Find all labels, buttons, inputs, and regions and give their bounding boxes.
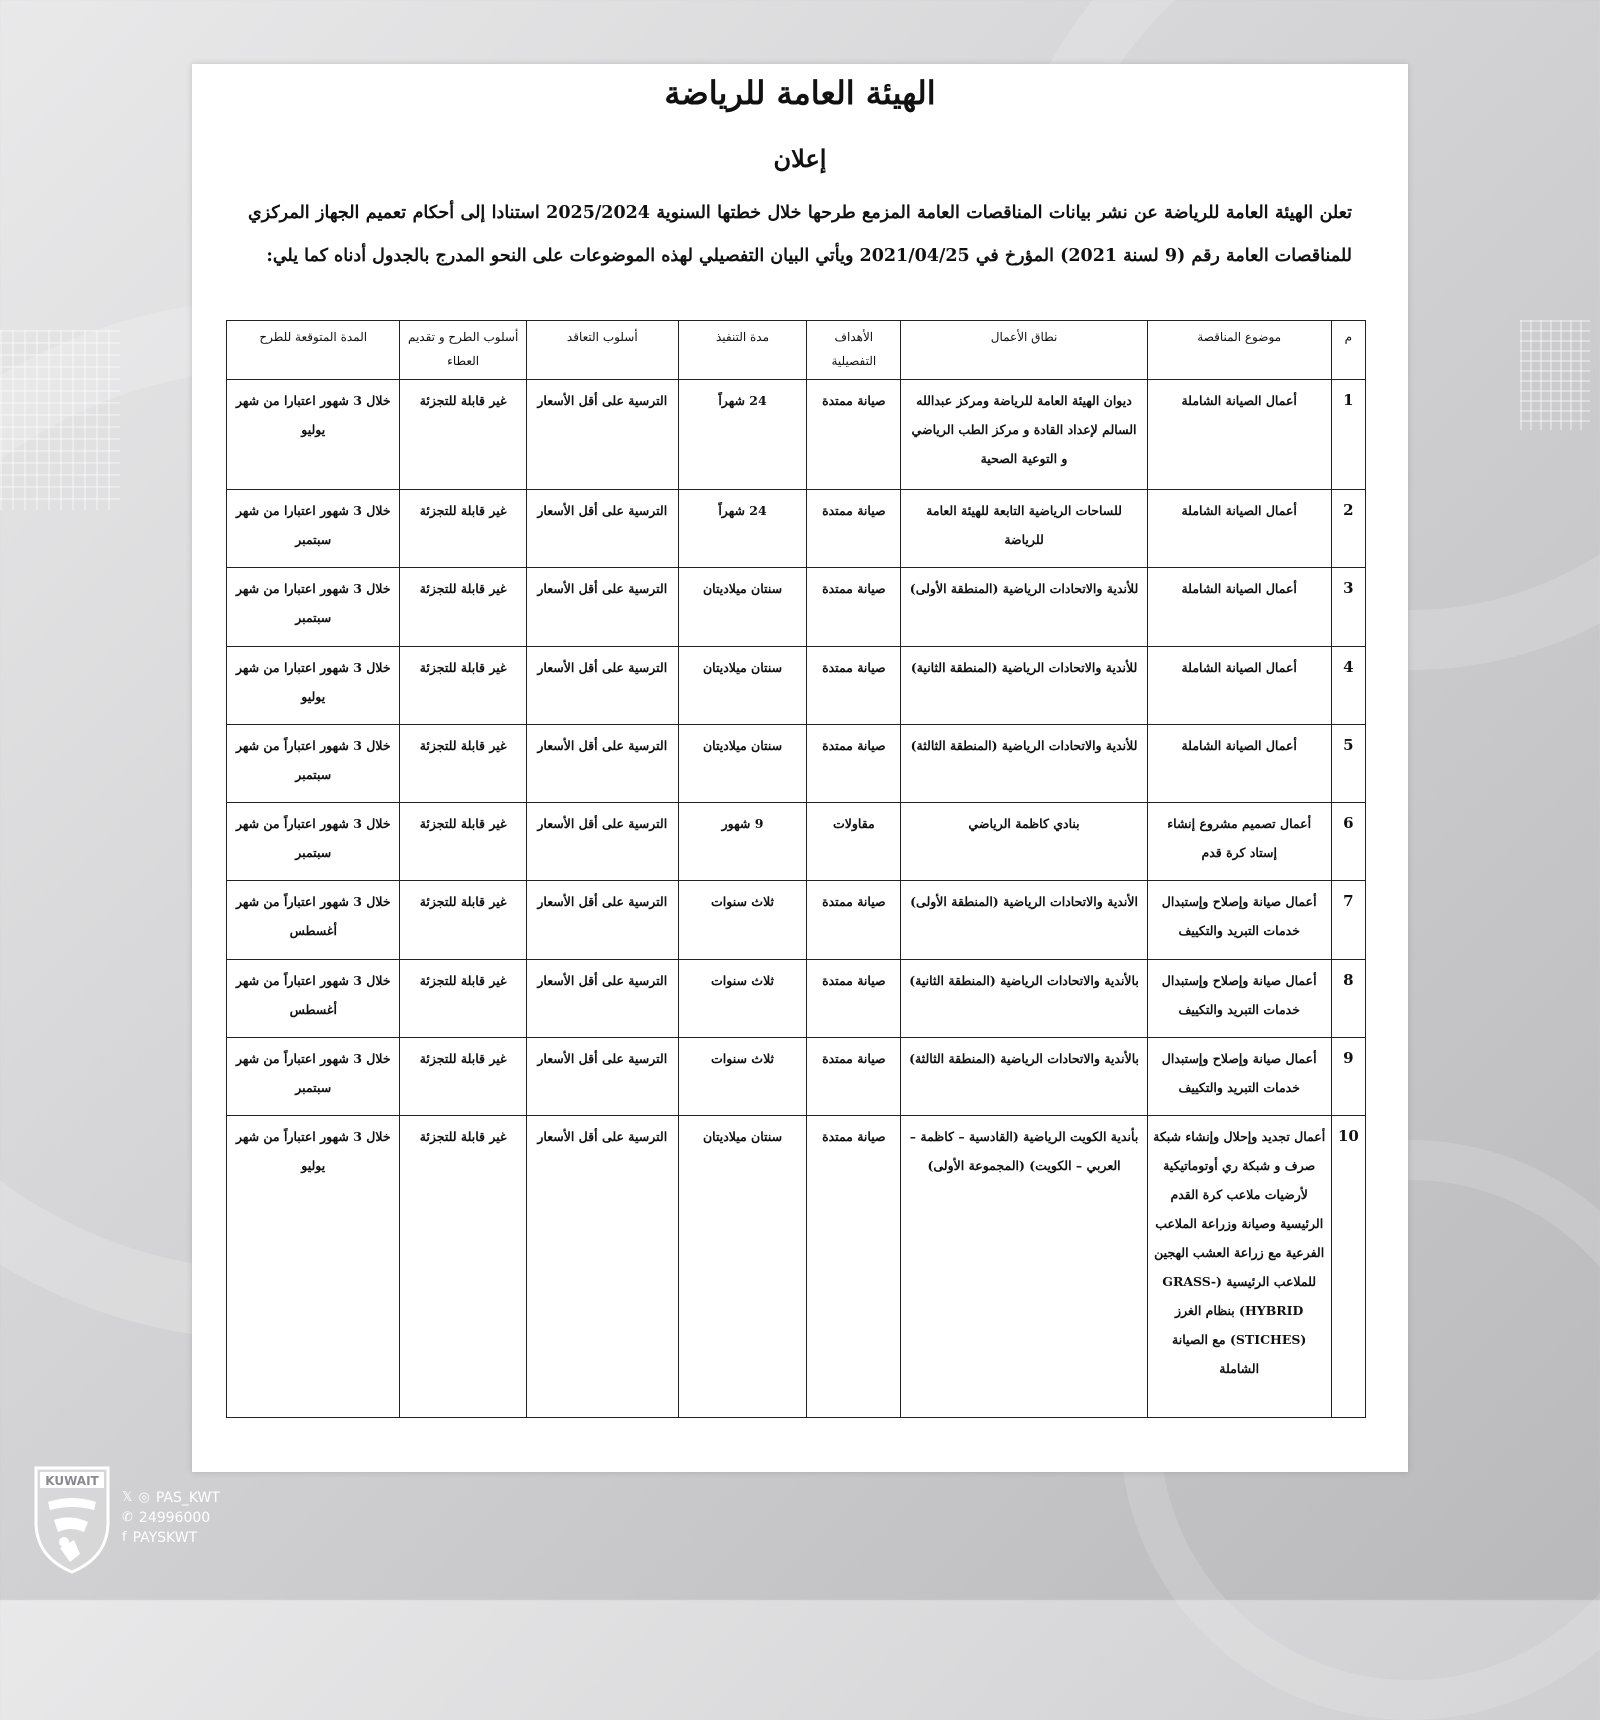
- cell-scope: بنادي كاظمة الرياضي: [901, 803, 1147, 881]
- cell-period: خلال 3 شهور اعتبارا من شهر يوليو: [227, 380, 400, 490]
- cell-duration: سنتان ميلاديتان: [678, 568, 806, 646]
- cell-period: خلال 3 شهور اعتباراً من شهر أغسطس: [227, 881, 400, 959]
- header-scope: نطاق الأعمال: [901, 321, 1147, 380]
- header-method: أسلوب الطرح و تقديم العطاء: [400, 321, 526, 380]
- cell-method: غير قابلة للتجزئة: [400, 724, 526, 802]
- cell-method: غير قابلة للتجزئة: [400, 803, 526, 881]
- contact-info: [122, 1488, 220, 1548]
- cell-scope: بأندية الكويت الرياضية (القادسية – كاظمة – العربي – الكويت) (المجموعة الأولى): [901, 1116, 1147, 1418]
- table-row: [227, 881, 1366, 959]
- cell-objectives: صيانة ممتدة: [807, 724, 901, 802]
- background-pattern: [0, 330, 120, 510]
- cell-duration: سنتان ميلاديتان: [678, 724, 806, 802]
- cell-scope: ديوان الهيئة العامة للرياضة ومركز عبدالله السالم لإعداد القادة و مركز الطب الرياضي و التوعية الصحية: [901, 380, 1147, 490]
- header-objectives: الأهداف التفصيلية: [807, 321, 901, 380]
- table-row: [227, 490, 1366, 568]
- cell-contract: الترسية على أقل الأسعار: [526, 724, 678, 802]
- cell-period: خلال 3 شهور اعتباراً من شهر سبتمبر: [227, 724, 400, 802]
- cell-subject: أعمال الصيانة الشاملة: [1147, 568, 1331, 646]
- cell-objectives: مقاولات: [807, 803, 901, 881]
- cell-num: 10: [1331, 1116, 1365, 1418]
- cell-method: غير قابلة للتجزئة: [400, 568, 526, 646]
- cell-scope: للساحات الرياضية التابعة للهيئة العامة للرياضة: [901, 490, 1147, 568]
- logo-text: KUWAIT: [45, 1474, 99, 1488]
- cell-scope: للأندية والاتحادات الرياضية (المنطقة الثالثة): [901, 724, 1147, 802]
- cell-period: خلال 3 شهور اعتباراً من شهر سبتمبر: [227, 1037, 400, 1115]
- cell-subject: أعمال الصيانة الشاملة: [1147, 724, 1331, 802]
- instagram-icon: ◎: [138, 1490, 150, 1505]
- cell-scope: بالأندية والاتحادات الرياضية (المنطقة الثانية): [901, 959, 1147, 1037]
- cell-period: خلال 3 شهور اعتبارا من شهر يوليو: [227, 646, 400, 724]
- cell-duration: سنتان ميلاديتان: [678, 646, 806, 724]
- cell-period: خلال 3 شهور اعتبارا من شهر سبتمبر: [227, 490, 400, 568]
- table-row: [227, 959, 1366, 1037]
- cell-duration: 24 شهراً: [678, 380, 806, 490]
- cell-contract: الترسية على أقل الأسعار: [526, 959, 678, 1037]
- table-row: [227, 724, 1366, 802]
- table-row: [227, 1037, 1366, 1115]
- cell-method: غير قابلة للتجزئة: [400, 959, 526, 1037]
- header-period: المدة المتوقعة للطرح: [227, 321, 400, 380]
- cell-objectives: صيانة ممتدة: [807, 1037, 901, 1115]
- document-title: الهيئة العامة للرياضة: [664, 74, 936, 112]
- cell-duration: 9 شهور: [678, 803, 806, 881]
- document-intro: تعلن الهيئة العامة للرياضة عن نشر بيانات المناقصات العامة المزمع طرحها خلال خطتها السنوية 2025/2024 استنادا إلى أحكام تعميم الجهاز المركزي للمناقصات العامة رقم (9 لسنة 2021) المؤرخ في 2021/04/25 ويأتي البيان التفصيلي لهذه الموضوعات على النحو المدرج بالجدول أدناه كما يلي:: [248, 203, 1352, 266]
- cell-duration: ثلاث سنوات: [678, 1037, 806, 1115]
- cell-objectives: صيانة ممتدة: [807, 646, 901, 724]
- cell-method: غير قابلة للتجزئة: [400, 1037, 526, 1115]
- header-subject: موضوع المناقصة: [1147, 321, 1331, 380]
- social-handle: PAS_KWT: [155, 1490, 220, 1506]
- social-row: [122, 1488, 220, 1508]
- header-duration: مدة التنفيذ: [678, 321, 806, 380]
- cell-subject: أعمال الصيانة الشاملة: [1147, 646, 1331, 724]
- cell-duration: ثلاث سنوات: [678, 881, 806, 959]
- cell-subject: أعمال تصميم مشروع إنشاء إستاد كرة قدم: [1147, 803, 1331, 881]
- cell-method: غير قابلة للتجزئة: [400, 646, 526, 724]
- facebook-handle: PAYSKWT: [132, 1530, 198, 1546]
- table-row: [227, 803, 1366, 881]
- cell-scope: الأندية والاتحادات الرياضية (المنطقة الأولى): [901, 881, 1147, 959]
- cell-num: 8: [1331, 959, 1365, 1037]
- cell-num: 7: [1331, 881, 1365, 959]
- cell-duration: 24 شهراً: [678, 490, 806, 568]
- phone-icon: ✆: [122, 1510, 133, 1525]
- cell-objectives: صيانة ممتدة: [807, 881, 901, 959]
- table-row: [227, 568, 1366, 646]
- header-contract: أسلوب التعاقد: [526, 321, 678, 380]
- table-row: [227, 380, 1366, 490]
- cell-objectives: صيانة ممتدة: [807, 568, 901, 646]
- announcement-document: [192, 64, 1408, 1472]
- cell-contract: الترسية على أقل الأسعار: [526, 646, 678, 724]
- cell-objectives: صيانة ممتدة: [807, 959, 901, 1037]
- table-row: [227, 646, 1366, 724]
- cell-method: غير قابلة للتجزئة: [400, 881, 526, 959]
- pas-logo-icon: [30, 1462, 114, 1576]
- cell-num: 6: [1331, 803, 1365, 881]
- cell-objectives: صيانة ممتدة: [807, 1116, 901, 1418]
- table-header-row: [227, 321, 1366, 380]
- cell-contract: الترسية على أقل الأسعار: [526, 803, 678, 881]
- cell-subject: أعمال صيانة وإصلاح وإستبدال خدمات التبريد والتكييف: [1147, 881, 1331, 959]
- cell-scope: للأندية والاتحادات الرياضية (المنطقة الأولى): [901, 568, 1147, 646]
- cell-period: خلال 3 شهور اعتباراً من شهر سبتمبر: [227, 803, 400, 881]
- background-pattern: [1520, 320, 1590, 430]
- cell-contract: الترسية على أقل الأسعار: [526, 490, 678, 568]
- cell-scope: للأندية والاتحادات الرياضية (المنطقة الثانية): [901, 646, 1147, 724]
- cell-objectives: صيانة ممتدة: [807, 490, 901, 568]
- cell-objectives: صيانة ممتدة: [807, 380, 901, 490]
- cell-contract: الترسية على أقل الأسعار: [526, 1037, 678, 1115]
- cell-subject: أعمال صيانة وإصلاح وإستبدال خدمات التبريد والتكييف: [1147, 1037, 1331, 1115]
- cell-duration: سنتان ميلاديتان: [678, 1116, 806, 1418]
- table-row: [227, 1116, 1366, 1418]
- cell-num: 1: [1331, 380, 1365, 490]
- facebook-icon: f: [122, 1530, 127, 1545]
- cell-num: 5: [1331, 724, 1365, 802]
- header-num: م: [1331, 321, 1365, 380]
- tenders-table: [226, 320, 1366, 1418]
- cell-subject: أعمال الصيانة الشاملة: [1147, 380, 1331, 490]
- facebook-row: [122, 1528, 220, 1548]
- phone-number: 24996000: [138, 1510, 211, 1526]
- cell-contract: الترسية على أقل الأسعار: [526, 881, 678, 959]
- phone-row: [122, 1508, 220, 1528]
- cell-period: خلال 3 شهور اعتباراً من شهر يوليو: [227, 1116, 400, 1418]
- cell-num: 3: [1331, 568, 1365, 646]
- cell-contract: الترسية على أقل الأسعار: [526, 1116, 678, 1418]
- cell-subject: أعمال صيانة وإصلاح وإستبدال خدمات التبريد والتكييف: [1147, 959, 1331, 1037]
- cell-num: 4: [1331, 646, 1365, 724]
- document-subtitle: إعلان: [773, 144, 827, 173]
- cell-num: 2: [1331, 490, 1365, 568]
- cell-subject: أعمال الصيانة الشاملة: [1147, 490, 1331, 568]
- cell-num: 9: [1331, 1037, 1365, 1115]
- cell-method: غير قابلة للتجزئة: [400, 490, 526, 568]
- cell-contract: الترسية على أقل الأسعار: [526, 380, 678, 490]
- x-icon: 𝕏: [122, 1490, 133, 1505]
- cell-period: خلال 3 شهور اعتبارا من شهر سبتمبر: [227, 568, 400, 646]
- cell-contract: الترسية على أقل الأسعار: [526, 568, 678, 646]
- cell-scope: بالأندية والاتحادات الرياضية (المنطقة الثالثة): [901, 1037, 1147, 1115]
- cell-duration: ثلاث سنوات: [678, 959, 806, 1037]
- cell-subject: أعمال تجديد وإحلال وإنشاء شبكة صرف و شبكة ري أوتوماتيكية لأرضيات ملاعب كرة القدم الرئيسية وصيانة وزراعة الملاعب الفرعية مع زراعة العشب الهجين للملاعب الرئيسية (-GRASS HYBRID) بنظام الغرز (STICHES) مع الصيانة الشاملة: [1147, 1116, 1331, 1418]
- cell-method: غير قابلة للتجزئة: [400, 1116, 526, 1418]
- cell-method: غير قابلة للتجزئة: [400, 380, 526, 490]
- cell-period: خلال 3 شهور اعتباراً من شهر أغسطس: [227, 959, 400, 1037]
